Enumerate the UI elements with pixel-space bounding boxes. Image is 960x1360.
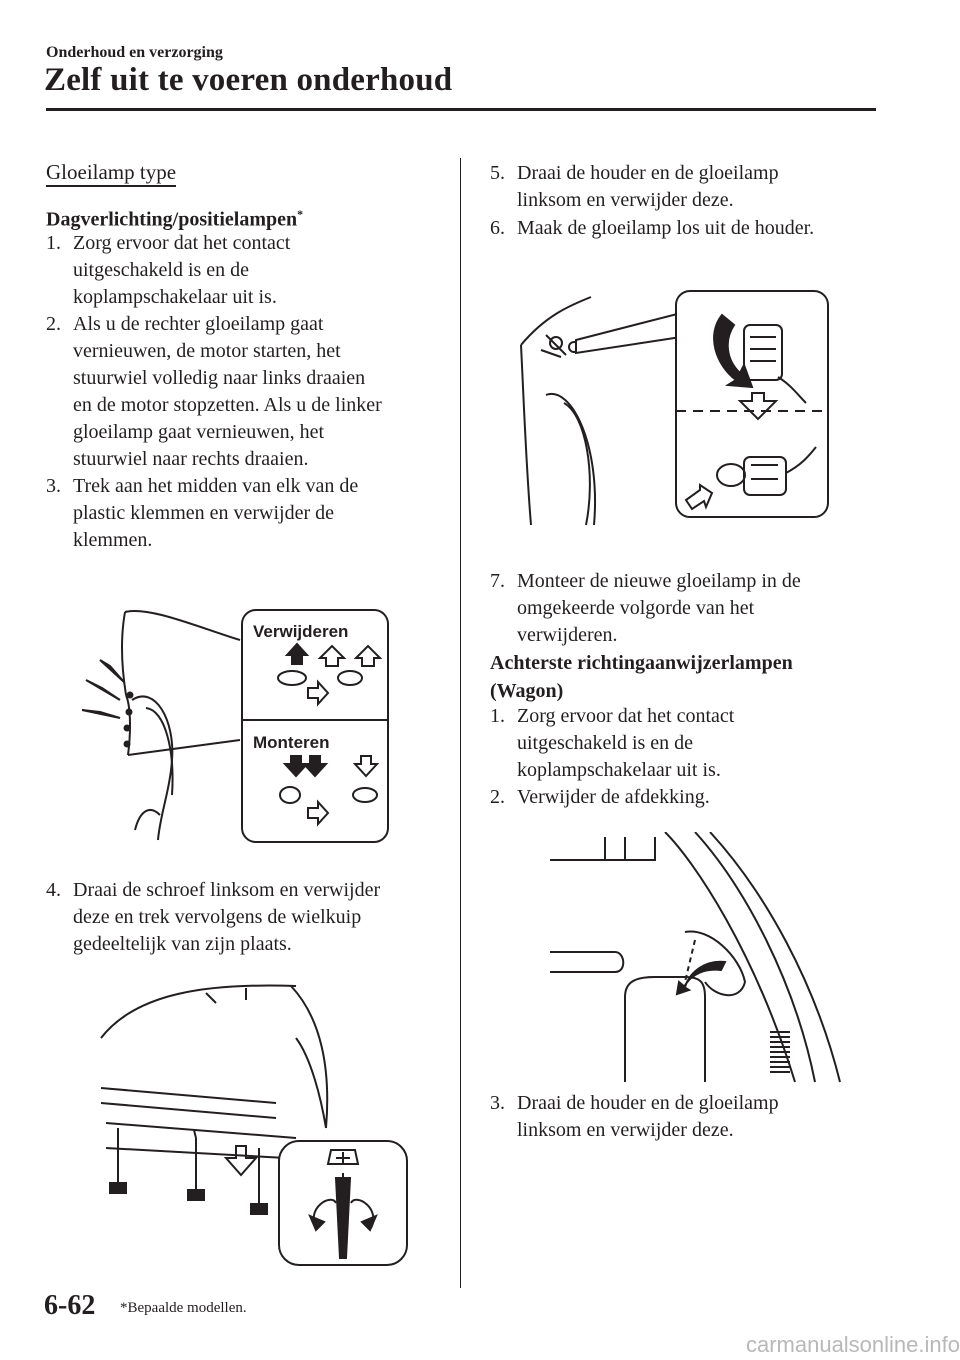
install-label: Monteren — [253, 733, 330, 752]
step-line: Maak de gloeilamp los uit de houder. — [517, 217, 815, 239]
right-step-6 — [490, 215, 814, 242]
step-line: Trek aan het midden van elk van de — [73, 475, 359, 497]
step-number: 4. — [46, 879, 61, 901]
screw-removal-illustration — [96, 978, 411, 1268]
step-line: en de motor stopzetten. Als u de linker — [73, 394, 382, 416]
right-step2-3 — [490, 1090, 779, 1144]
heading-line: (Wagon) — [490, 680, 564, 702]
section-label: Onderhoud en verzorging — [46, 44, 223, 61]
step-number: 7. — [490, 570, 505, 592]
subheading-drl — [46, 200, 303, 234]
step-number: 5. — [490, 162, 505, 184]
right-step2-1 — [490, 703, 734, 784]
step-number: 3. — [490, 1092, 505, 1114]
step-line: koplampschakelaar uit is. — [73, 286, 277, 308]
step-line: koplampschakelaar uit is. — [517, 759, 721, 781]
left-step-3 — [46, 473, 358, 554]
left-heading — [46, 160, 176, 185]
step-line: deze en trek vervolgens de wielkuip — [73, 906, 362, 928]
step-line: stuurwiel volledig naar links draaien — [73, 367, 366, 389]
left-step-1 — [46, 230, 290, 311]
step-number: 1. — [490, 705, 505, 727]
step-line: Draai de houder en de gloeilamp — [517, 1092, 779, 1114]
step-line: Zorg ervoor dat het contact — [517, 705, 735, 727]
heading-bulb-type: Gloeilamp type — [46, 160, 176, 187]
right-step-5 — [490, 160, 779, 214]
bulb-holder-illustration — [516, 285, 834, 535]
step-line: Monteer de nieuwe gloeilamp in de — [517, 570, 801, 592]
step-line: klemmen. — [73, 529, 153, 551]
step-line: vernieuwen, de motor starten, het — [73, 340, 341, 362]
step-line: linksom en verwijder deze. — [517, 1119, 734, 1141]
subheading-text: Dagverlichting/positielampen — [46, 208, 298, 231]
page-title: Zelf uit te voeren onderhoud — [44, 62, 453, 98]
step-number: 1. — [46, 232, 61, 254]
step-line: linksom en verwijder deze. — [517, 189, 734, 211]
step-line: gloeilamp gaat vernieuwen, het — [73, 421, 325, 443]
step-line: Draai de schroef linksom en verwijder — [73, 879, 381, 901]
cover-removal-illustration — [545, 832, 845, 1084]
step-line: plastic klemmen en verwijder de — [73, 502, 335, 524]
step-line: stuurwiel naar rechts draaien. — [73, 448, 309, 470]
step-line: Zorg ervoor dat het contact — [73, 232, 291, 254]
heading-line: Achterste richtingaanwijzerlampen — [490, 652, 793, 674]
right-step2-2 — [490, 784, 710, 811]
step-number: 2. — [46, 313, 61, 335]
footnote: *Bepaalde modellen. — [120, 1300, 247, 1316]
watermark: carmanualsonline.info — [745, 1332, 960, 1357]
right-step-7 — [490, 568, 801, 649]
step-number: 6. — [490, 217, 505, 239]
page-number: 6-62 — [44, 1290, 96, 1321]
left-step-4 — [46, 877, 380, 958]
footnote-mark: * — [297, 207, 304, 221]
remove-label: Verwijderen — [253, 622, 349, 641]
step-line: Als u de rechter gloeilamp gaat — [73, 313, 324, 335]
step-line: Draai de houder en de gloeilamp — [517, 162, 779, 184]
title-rule — [46, 108, 876, 111]
step-number: 2. — [490, 786, 505, 808]
step-line: gedeeltelijk van zijn plaats. — [73, 933, 292, 955]
heading-rear-turn-signals — [490, 649, 793, 705]
left-step-2 — [46, 311, 382, 473]
step-line: verwijderen. — [517, 624, 618, 646]
step-number: 3. — [46, 475, 61, 497]
step-line: uitgeschakeld is en de — [73, 259, 250, 281]
step-line: Verwijder de afdekking. — [517, 786, 710, 808]
step-line: uitgeschakeld is en de — [517, 732, 694, 754]
step-line: omgekeerde volgorde van het — [517, 597, 755, 619]
clip-removal-illustration — [80, 600, 392, 845]
column-divider — [460, 158, 461, 1288]
